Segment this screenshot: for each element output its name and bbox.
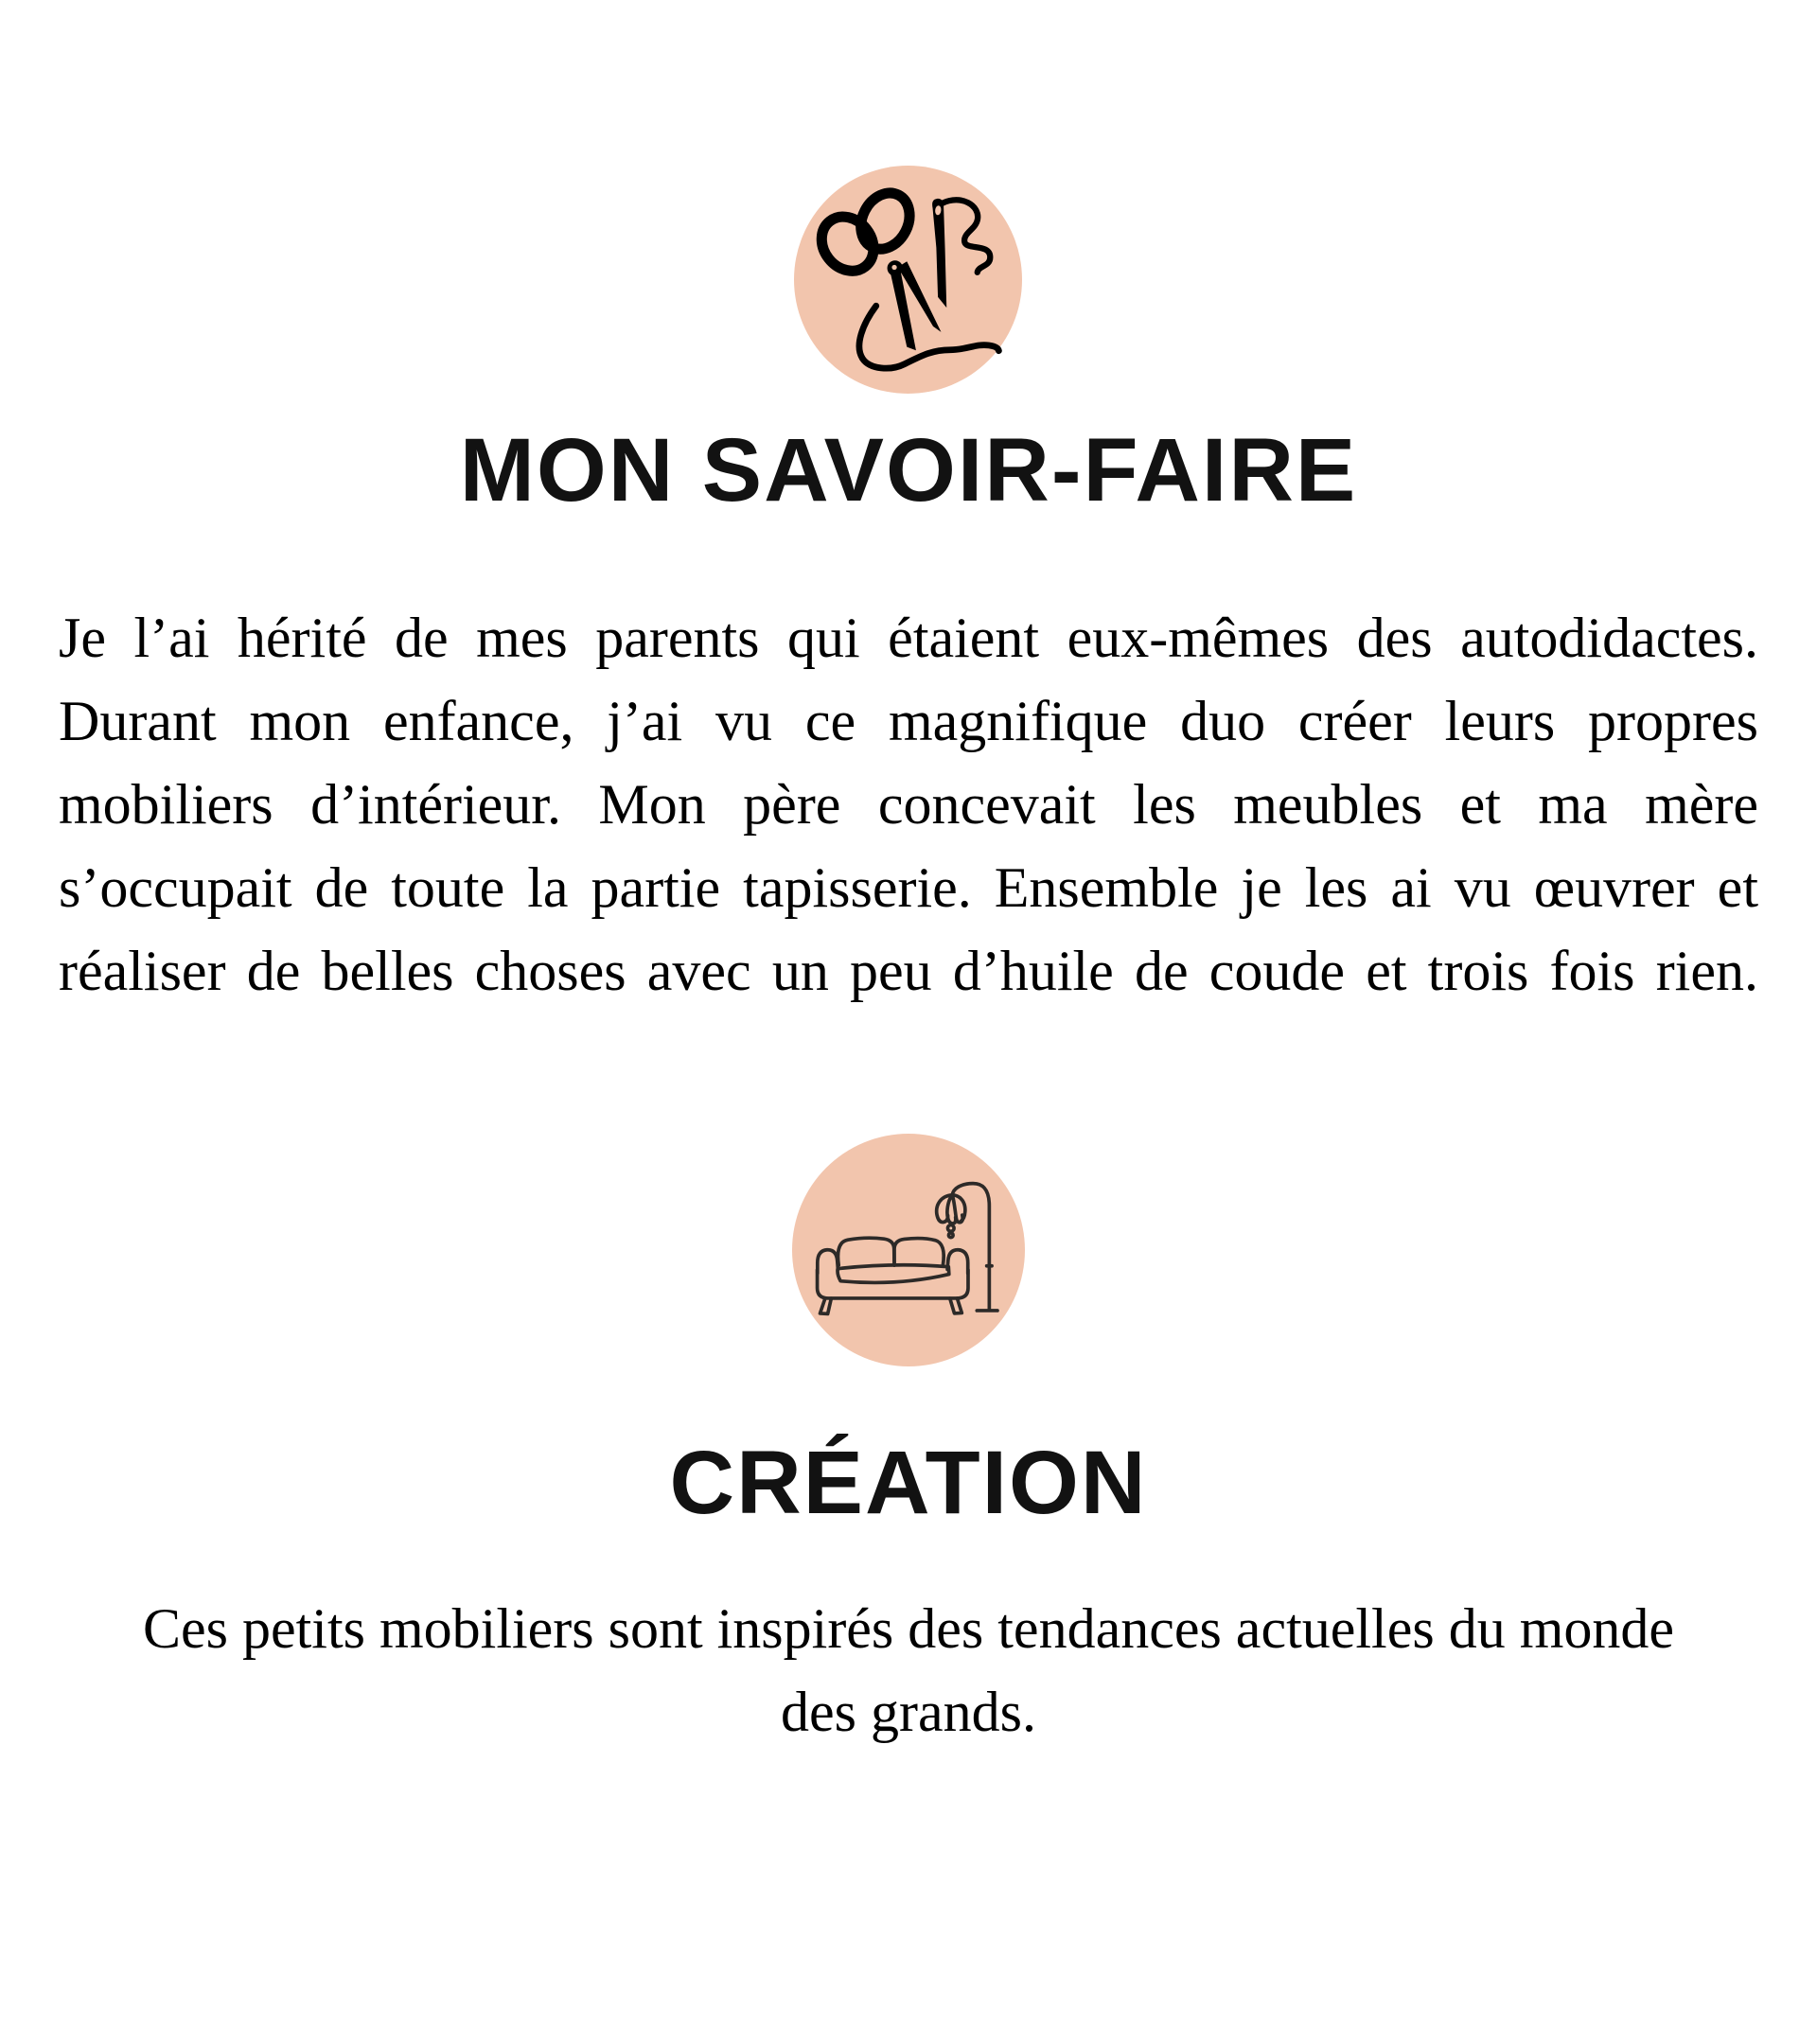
scissors-needle-thread-icon: [794, 166, 1022, 394]
savoir-faire-title: MON SAVOIR-FAIRE: [459, 420, 1358, 520]
paragraph-line: Durant mon enfance, j’ai vu ce magnifique duo créer leurs propres: [59, 690, 1758, 752]
sofa-floor-lamp-icon: [792, 1134, 1025, 1366]
savoir-faire-paragraph: [59, 596, 1758, 1013]
creation-icon-circle: [792, 1134, 1025, 1366]
creation-paragraph: [59, 1587, 1758, 1753]
creation-title: CRÉATION: [669, 1433, 1148, 1533]
paragraph-line: s’occupait de toute la partie tapisserie. Ensemble je les ai vu œuvrer et: [59, 856, 1758, 919]
paragraph-line: Je l’ai hérité de mes parents qui étaient eux-mêmes des autodidactes.: [59, 607, 1758, 669]
paragraph-line: réaliser de belles choses avec un peu d’huile de coude et trois fois rien.: [59, 940, 1758, 1002]
savoir-faire-icon-circle: [794, 166, 1022, 394]
paragraph-line: mobiliers d’intérieur. Mon père concevait les meubles et ma mère: [59, 773, 1758, 836]
paragraph-line: des grands.: [781, 1681, 1036, 1743]
paragraph-line: Ces petits mobiliers sont inspirés des tendances actuelles du monde: [142, 1597, 1674, 1660]
